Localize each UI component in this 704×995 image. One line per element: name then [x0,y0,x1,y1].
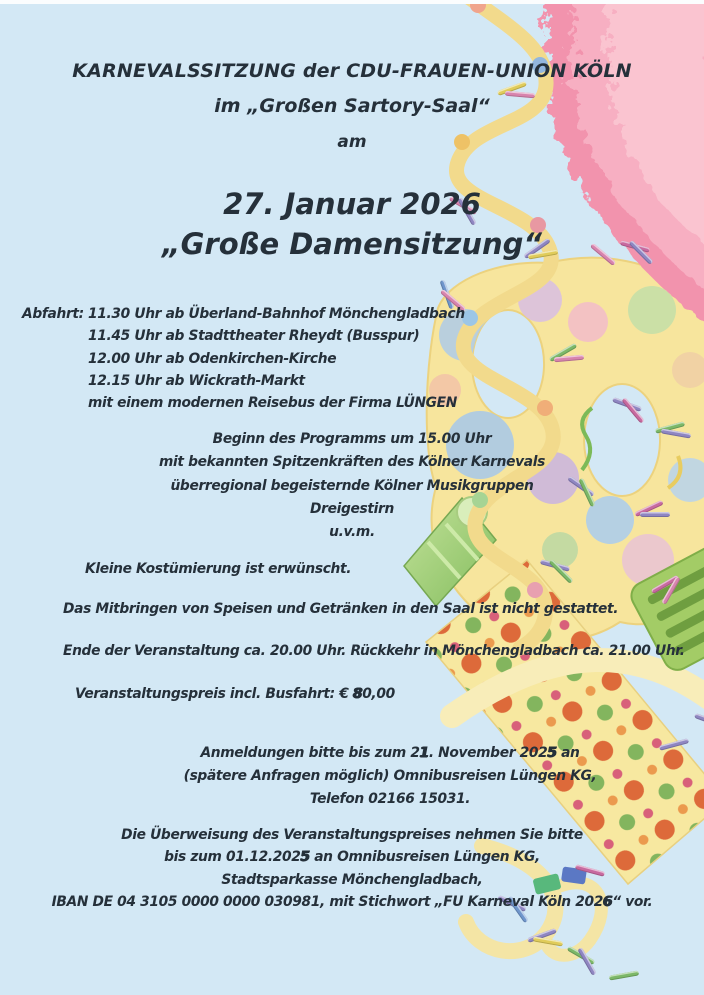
program-line: u.v.m. [329,524,375,541]
program-line: Beginn des Programms um 15.00 Uhr [212,431,492,447]
departure-row [22,325,465,347]
departure-item: 12.00 Uhr ab Odenkirchen-Kirche [88,350,337,367]
departures-section [22,303,465,414]
bus-note: mit einem modernen Reisebus der Firma LÜNGEN [88,395,457,412]
food-note: Das Mitbringen von Speisen und Getränken in den Saal ist nicht gestattet. [63,601,619,617]
scan-edge [0,0,704,4]
event-name: „Große Damensitzung“ [161,227,543,261]
price-line [75,686,395,702]
price-label: Veranstaltungspreis incl. Busfahrt: € [75,686,353,702]
end-time-note: Ende der Veranstaltung ca. 20.00 Uhr. Rückkehr in Mönchengladbach ca. 21.00 Uhr. [63,643,685,659]
program-section [0,428,704,544]
program-line: mit bekannten Spitzenkräften des Kölner Karnevals [159,454,545,471]
program-line: überregional begeisternde Kölner Musikgruppen [170,477,534,494]
departure-item: 11.45 Uhr ab Stadttheater Rheydt (Busspur) [88,328,420,345]
price-overstruck-digit: 8 [352,686,363,702]
payment-bank: Stadtsparkasse Mönchengladbach, [221,871,483,888]
departure-row [22,370,465,392]
payment-intro: Die Überweisung des Veranstaltungspreises nehmen Sie bitte [121,827,583,843]
event-title: KARNEVALSSITZUNG der CDU-FRAUEN-UNION KÖLN [72,60,632,82]
departure-item: 11.30 Uhr ab Überland-Bahnhof Mönchengladbach [88,306,465,322]
price-rest: 0,00 [362,686,395,702]
program-line: Dreigestirn [310,500,394,517]
payment-iban: IBAN DE 04 3105 0000 0000 030981, mit Stichwort „FU Karneval Köln 2026“ vor. [51,894,653,911]
payment-deadline: bis zum 01.12.2025 an Omnibusreisen Lüngen KG, [164,849,540,866]
departure-row [22,392,465,414]
costume-note: Kleine Kostümierung ist erwünscht. [85,561,352,577]
registration-section [38,742,704,810]
departure-row [22,303,465,325]
registration-phone: Telefon 02166 15031. [309,790,471,807]
departures-label: Abfahrt: [22,306,84,322]
date-block [0,184,704,264]
am-word: am [337,132,367,152]
registration-deadline: Anmeldungen bitte bis zum 21. November 2025 an [200,745,580,761]
flyer-header [0,60,704,152]
departure-row [22,348,465,370]
payment-section [0,824,704,914]
departure-item: 12.15 Uhr ab Wickrath-Markt [88,372,305,389]
event-venue: im „Großen Sartory-Saal“ [214,95,490,117]
event-date: 27. Januar 2026 [223,187,481,221]
registration-contact: (spätere Anfragen möglich) Omnibusreisen Lüngen KG, [183,767,597,784]
